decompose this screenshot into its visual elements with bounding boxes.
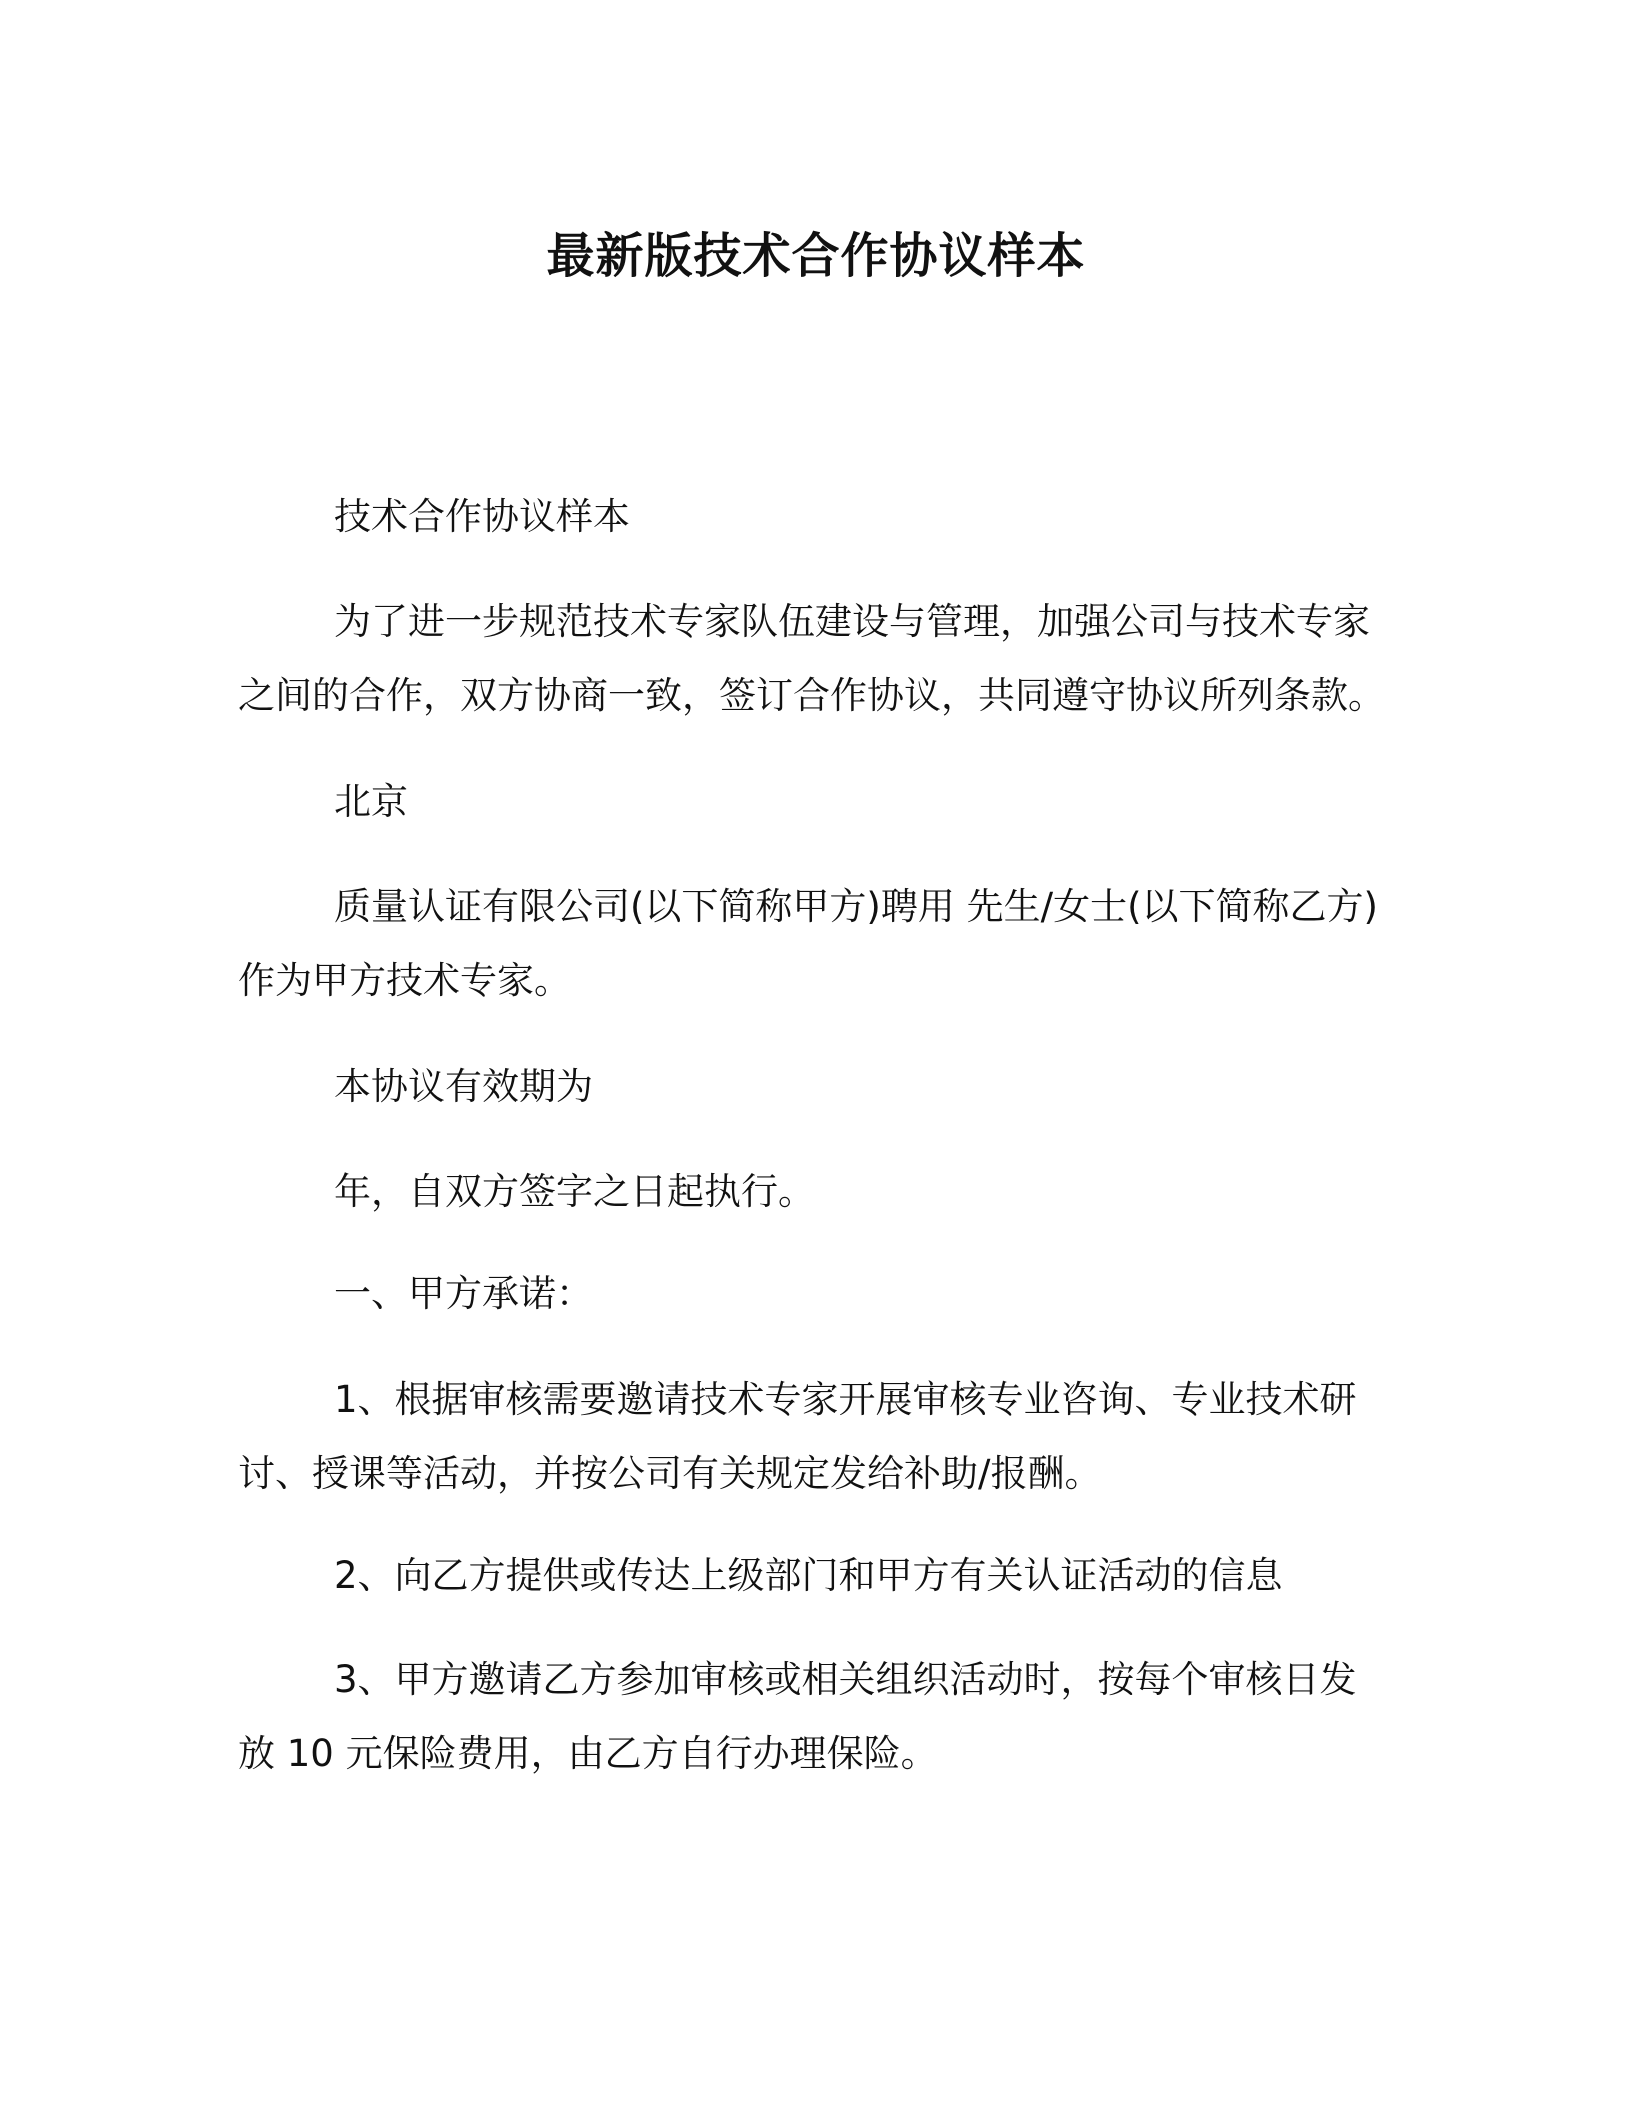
clause-1 [238, 1363, 1394, 1511]
paragraph-line: 北京 [334, 780, 408, 823]
paragraph-line: 1、根据审核需要邀请技术专家开展审核专业咨询、专业技术研 [334, 1378, 1357, 1421]
clause-2 [238, 1539, 1394, 1613]
paragraph-subtitle [238, 480, 1394, 554]
paragraph-line: 一、甲方承诺： [334, 1272, 593, 1315]
paragraph-line: 本协议有效期为 [334, 1065, 593, 1108]
paragraph-effective [238, 1155, 1394, 1229]
clause-3 [238, 1643, 1394, 1791]
paragraph-line: 为了进一步规范技术专家队伍建设与管理，加强公司与技术专家 [334, 600, 1370, 643]
paragraph-intro [238, 585, 1394, 733]
paragraph-line: 技术合作协议样本 [334, 495, 630, 538]
paragraph-city [238, 765, 1394, 839]
section-heading-party-a [238, 1257, 1394, 1331]
document-title: 最新版技术合作协议样本 [546, 228, 1086, 284]
paragraph-line: 2、向乙方提供或传达上级部门和甲方有关认证活动的信息 [334, 1554, 1283, 1597]
paragraph-validity [238, 1050, 1394, 1124]
paragraph-line: 年，自双方签字之日起执行。 [334, 1170, 815, 1213]
paragraph-line: 之间的合作，双方协商一致，签订合作协议，共同遵守协议所列条款。 [238, 674, 1385, 717]
paragraph-line: 讨、授课等活动，并按公司有关规定发给补助/报酬。 [238, 1452, 1102, 1495]
paragraph-line: 3、甲方邀请乙方参加审核或相关组织活动时，按每个审核日发 [334, 1658, 1357, 1701]
paragraph-line: 作为甲方技术专家。 [238, 959, 571, 1002]
paragraph-line: 放 10 元保险费用，由乙方自行办理保险。 [238, 1732, 938, 1775]
paragraph-line: 质量认证有限公司(以下简称甲方)聘用 先生/女士(以下简称乙方) [334, 885, 1378, 928]
paragraph-parties [238, 870, 1394, 1018]
